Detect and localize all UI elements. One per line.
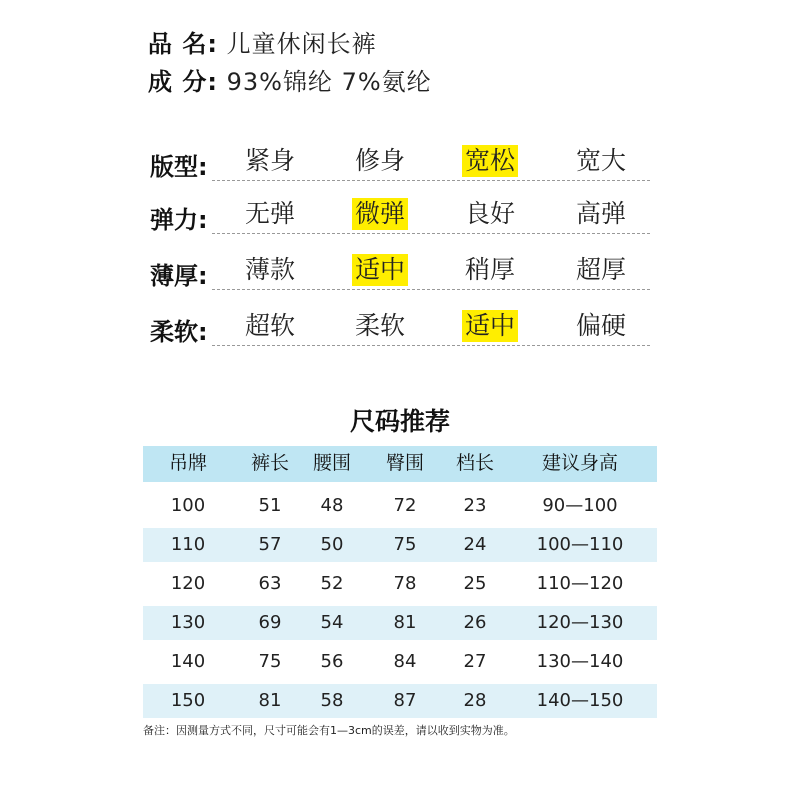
attribute-option-selected: 适中 <box>462 310 518 342</box>
table-row <box>143 645 657 679</box>
table-cell: 54 <box>320 612 344 633</box>
size-chart-title: 尺码推荐 <box>349 407 450 436</box>
attribute-option: 超软 <box>245 311 296 340</box>
attribute-label: 版型: <box>150 153 208 181</box>
table-cell: 57 <box>258 534 282 555</box>
table-cell: 50 <box>320 534 344 555</box>
table-header-row <box>143 446 657 482</box>
table-cell: 52 <box>320 573 344 594</box>
attribute-row <box>150 143 650 183</box>
table-cell: 25 <box>463 573 487 594</box>
attribute-option-selected: 宽松 <box>462 145 518 177</box>
table-cell: 81 <box>393 612 417 633</box>
table-cell: 90—100 <box>542 495 618 516</box>
composition-line <box>148 62 432 97</box>
attribute-option: 柔软 <box>355 311 406 340</box>
table-cell: 120 <box>170 573 206 594</box>
column-header: 档长 <box>455 452 494 474</box>
dashed-divider <box>212 289 650 290</box>
column-header: 臀围 <box>385 452 424 474</box>
product-name-value: 儿童休闲长裤 <box>226 30 377 58</box>
table-cell: 100 <box>170 495 206 516</box>
table-cell: 87 <box>393 690 417 711</box>
attribute-option: 良好 <box>465 199 516 228</box>
table-cell: 100—110 <box>536 534 624 555</box>
table-cell: 56 <box>320 651 344 672</box>
table-cell: 140 <box>170 651 206 672</box>
product-name-label: 品 名: <box>148 30 218 58</box>
table-cell: 110—120 <box>536 573 624 594</box>
attribute-label: 弹力: <box>150 206 208 234</box>
attribute-option: 宽大 <box>576 146 627 175</box>
column-header: 裤长 <box>250 452 289 474</box>
composition-value: 93%锦纶 7%氨纶 <box>226 68 432 96</box>
table-cell: 63 <box>258 573 282 594</box>
composition-label: 成 分: <box>148 68 218 96</box>
attribute-option: 修身 <box>355 146 406 175</box>
table-cell: 28 <box>463 690 487 711</box>
attribute-row <box>150 252 650 292</box>
attribute-option: 无弹 <box>245 199 296 228</box>
attribute-row <box>150 196 650 236</box>
attribute-option: 高弹 <box>576 199 627 228</box>
attribute-option: 偏硬 <box>576 311 627 340</box>
table-cell: 75 <box>258 651 282 672</box>
attribute-option: 紧身 <box>245 146 296 175</box>
table-row <box>143 567 657 601</box>
table-row <box>143 489 657 523</box>
table-cell: 120—130 <box>536 612 624 633</box>
attribute-option: 薄款 <box>245 255 296 284</box>
table-cell: 130 <box>170 612 206 633</box>
attribute-label: 柔软: <box>150 318 208 346</box>
table-cell: 51 <box>258 495 282 516</box>
table-row <box>143 684 657 718</box>
table-cell: 130—140 <box>536 651 624 672</box>
attribute-row <box>150 308 650 348</box>
column-header: 腰围 <box>312 452 351 474</box>
table-cell: 140—150 <box>536 690 624 711</box>
table-cell: 150 <box>170 690 206 711</box>
product-name-line <box>148 24 377 59</box>
table-row <box>143 528 657 562</box>
table-cell: 75 <box>393 534 417 555</box>
table-cell: 84 <box>393 651 417 672</box>
attribute-option: 超厚 <box>576 255 627 284</box>
dashed-divider <box>212 233 650 234</box>
attribute-option-selected: 适中 <box>352 254 408 286</box>
table-cell: 110 <box>170 534 206 555</box>
disclaimer-note: 备注：因测量方式不同，尺寸可能会有1—3cm的误差，请以收到实物为准。 <box>143 724 515 737</box>
table-cell: 23 <box>463 495 487 516</box>
table-cell: 58 <box>320 690 344 711</box>
table-cell: 26 <box>463 612 487 633</box>
dashed-divider <box>212 180 650 181</box>
table-cell: 81 <box>258 690 282 711</box>
table-cell: 72 <box>393 495 417 516</box>
table-cell: 48 <box>320 495 344 516</box>
attribute-option: 稍厚 <box>465 255 516 284</box>
dashed-divider <box>212 345 650 346</box>
table-cell: 78 <box>393 573 417 594</box>
column-header: 吊牌 <box>168 452 207 474</box>
table-cell: 24 <box>463 534 487 555</box>
attribute-label: 薄厚: <box>150 262 208 290</box>
column-header: 建议身高 <box>541 452 618 474</box>
table-row <box>143 606 657 640</box>
table-cell: 69 <box>258 612 282 633</box>
table-cell: 27 <box>463 651 487 672</box>
attribute-option-selected: 微弹 <box>352 198 408 230</box>
